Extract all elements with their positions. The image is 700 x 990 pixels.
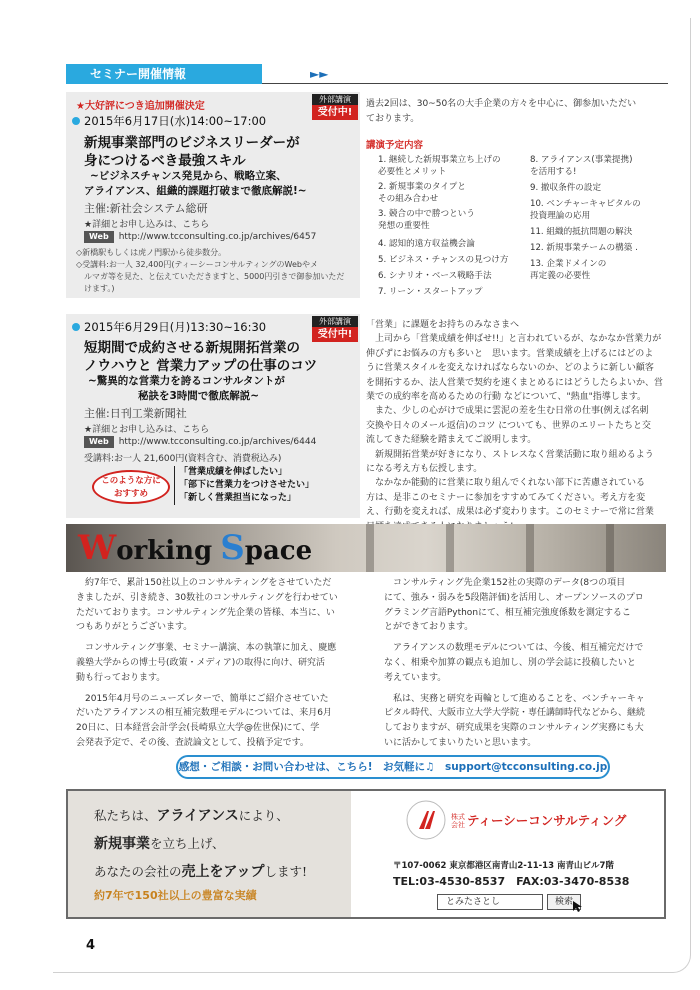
agenda-item: 5. ビジネス・チャンスの見つけ方: [378, 255, 509, 265]
paragraph-line: 会発表予定で、その後、査読論文として、投稿予定です。: [76, 737, 309, 748]
paragraph-line: とができております。: [384, 622, 474, 633]
agenda-item: 必要性とメリット: [378, 167, 447, 177]
company-name: ティーシーコンサルティング: [467, 813, 627, 828]
paragraph-line: え、行動を変えれば、成果は必ず変わります。このセミナーで常に営業: [366, 507, 654, 518]
agenda-item: 13. 企業ドメインの: [530, 259, 607, 269]
company-prefix: 株式会社: [451, 813, 465, 829]
seminar1-headline: ★大好評につき追加開催決定: [76, 101, 205, 112]
company-logo-icon: [405, 799, 447, 841]
agenda-heading: 講演予定内容: [366, 140, 424, 151]
ad-company-panel: [351, 791, 664, 917]
paragraph-line: 2015年4月号のニューズレターで、簡単にご紹介させていた: [76, 693, 329, 704]
paragraph-line: 伸びずにお悩みの方も多いと 思います。営業成績を上げるにはどのよ: [366, 348, 654, 359]
paragraph-line: 20日に、日本経営会計学会(長崎県立大学@佐世保)にて、学: [76, 723, 320, 734]
ad-text: あなたの会社の: [94, 864, 182, 879]
agenda-item: 11. 組織的抵抗問題の解決: [530, 227, 633, 237]
arrow-icon: ►►: [310, 67, 329, 81]
recommend-oval-line2: おすすめ: [113, 489, 149, 499]
seminar1-fee: ◇受講料:お一人 32,400円(ティーシーコンサルティングのWebやメ: [76, 260, 318, 269]
seminar2-host: 主催:日刊工業新聞社: [84, 407, 187, 420]
ws-pace: pace: [244, 536, 313, 566]
external-lecture-label: 外部講演: [312, 316, 358, 327]
paragraph-line: 新規開拓営業が好きになり、ストレスなく営業活動に取り組めるよう: [366, 449, 654, 460]
seminar1-sub-2: アライアンス、組織的課題打破まで徹底解説!~: [84, 185, 307, 197]
agenda-list-right: [530, 154, 641, 282]
seminar1-date: [72, 113, 266, 129]
agenda-item: 再定義の必要性: [530, 271, 591, 281]
paragraph-line: つもありがとうございます。: [76, 622, 193, 633]
accepting-label: 受付中!: [312, 327, 358, 342]
working-space-title: [78, 528, 312, 571]
company-address: 〒107-0062 東京都港区南青山2-11-13 南青山ビル7階: [393, 861, 614, 871]
agenda-item: 発想の重要性: [378, 221, 430, 231]
paragraph-line: 業での成約率を高めるための行動 などについて、"熱血"指導します。: [366, 392, 647, 403]
seminar1-sub-1: ~ビジネスチャンス発見から、戦略立案、: [90, 170, 287, 182]
seminar1-fee-3: けます。): [84, 284, 115, 293]
seminar1-title-2: 身につけるべき最強スキル: [84, 153, 246, 169]
agenda-item: 投資理論の応用: [530, 211, 591, 221]
section-header: [66, 64, 668, 84]
paragraph-line: きましたが、引き続き、30数社のコンサルティングを行わせてい: [76, 592, 338, 603]
paragraph-line: なく、相乗や加算の観点も追加し、別の学会誌に投稿したいと: [384, 657, 636, 668]
paragraph-line: になる考え方も伝授します。: [366, 464, 483, 475]
seminar2-description: [366, 318, 663, 534]
banner-column: [606, 524, 614, 572]
banner-column: [526, 524, 534, 572]
ws-letter-s: S: [220, 528, 245, 568]
seminar1-details: ★詳細とお申し込みは、こちら: [84, 220, 210, 230]
ad-line-1: [94, 805, 289, 825]
ad-line-3: [94, 861, 307, 881]
target-list: [174, 466, 314, 505]
paragraph-line: うに営業スタイルを変えなければならないのか、どのように新しい顧客: [366, 363, 654, 374]
paragraph-line: グラミング言語Pythonにて、相互補完強度係数を測定するこ: [384, 607, 631, 618]
seminar2-date-text: 2015年6月29日(月)13:30~16:30: [84, 320, 267, 334]
ad-slogan-panel: [68, 791, 351, 917]
company-ad: [66, 789, 666, 919]
seminar1-intro-1: 過去2回は、30~50名の大手企業の方々を中心に、御参加いただい: [366, 99, 637, 109]
ad-text-bold: 売上をアップ: [181, 864, 265, 880]
web-badge: Web: [84, 436, 114, 448]
paragraph-line: 方は、是非このセミナーに参加をすすめてみてください。考え方を変: [366, 492, 646, 503]
paragraph-line: を開拓するか、法人営業で契約を速くまとめるにはどうしたらよいか、営: [366, 377, 664, 388]
agenda-item: 7. リーン・スタートアップ: [378, 287, 483, 297]
agenda-item: 6. シナリオ・ベース戦略手法: [378, 271, 492, 281]
paragraph-line: にて、強み・弱みを5段階評価)を活用し、オープンソースのプロ: [384, 592, 644, 603]
ad-text-bold: アライアンス: [156, 808, 239, 824]
ad-line-2: [94, 833, 225, 853]
target-item: 「営業成績を伸ばしたい」: [179, 467, 288, 477]
seminar2-title-1: 短期間で成約させる新規開拓営業の: [84, 340, 300, 356]
paragraph-line: だいたアライアンスの相互補完数理モデルについては、来月6月: [76, 708, 332, 719]
recommend-oval-line1: このような方に: [101, 476, 161, 486]
paragraph-line: アライアンスの数理モデルについては、今後、相互補完だけで: [384, 643, 644, 654]
cursor-icon: [573, 901, 583, 913]
seminar1-badge: [312, 94, 358, 120]
search-button[interactable]: 検索: [547, 894, 581, 910]
paragraph-line: ただいております。コンサルティング先企業の皆様、本当に、い: [76, 607, 335, 618]
seminar2-date: [72, 319, 266, 335]
agenda-item: 10. ベンチャーキャピタルの: [530, 199, 641, 209]
seminar1-fee-2: ルマガ等を見た、と伝えていただきますと、5000円引きで御参加いただ: [84, 272, 345, 281]
seminar1-web-row: [84, 231, 316, 243]
seminar1-access: ◇新橋駅もしくは虎ノ門駅から徒歩数分。: [76, 248, 227, 257]
seminar1-box: [66, 92, 360, 298]
seminar2-sub-1: ~驚異的な営業力を誇るコンサルタントが: [88, 375, 285, 387]
accepting-label: 受付中!: [312, 105, 358, 120]
ad-text: します!: [264, 864, 308, 879]
paragraph-line: また、少しの心がけで成果に雲泥の差を生む日常の仕事(例えば名刺: [366, 406, 649, 417]
paragraph-line: 交換や日々のメール返信)のコツ についても、世界のエリートたちと交: [366, 420, 652, 431]
seminar2-title-2: ノウハウと 営業力アップの仕事のコツ: [84, 358, 318, 374]
target-item: 「新しく営業担当になった」: [179, 493, 297, 503]
article-column-left: [76, 576, 338, 751]
seminar2-badge: [312, 316, 358, 342]
banner-column: [446, 524, 454, 572]
seminar1-title-1: 新規事業部門のビジネスリーダーが: [84, 135, 300, 151]
agenda-list-left: [378, 154, 508, 298]
paragraph-line: コンサルティング先企業152社の実際のデータ(8つの項目: [384, 578, 626, 588]
ad-text: 私たちは、: [94, 808, 157, 823]
seminar2-box: [66, 314, 360, 518]
bullet-icon: [72, 117, 80, 125]
agenda-item: 12. 新規事業チームの構築 .: [530, 243, 638, 253]
section-title: セミナー開催情報: [66, 64, 262, 84]
ad-track-record: 約7年で150社以上の豊富な実績: [94, 889, 257, 902]
paragraph-line: 約7年で、累計150社以上のコンサルティングをさせていただ: [76, 578, 332, 588]
paragraph-line: 流してきた経験を踏まえてご説明します。: [366, 435, 537, 446]
seminar2-web-row: [84, 436, 316, 448]
agenda-item: 2. 新規事業のタイプと: [378, 182, 466, 192]
agenda-item: その組み合わせ: [378, 194, 439, 204]
agenda-item: 1. 継続した新規事業立ち上げの: [378, 155, 501, 165]
seminar2-details: ★詳細とお申し込みは、こちら: [84, 425, 210, 435]
company-phone: TEL:03-4530-8537 FAX:03-3470-8538: [393, 875, 630, 888]
paragraph-line: 義塾大学からの博士号(政策・メディア)の取得に向け、研究活: [76, 657, 325, 668]
agenda-item: 4. 認知的遠方収益機会論: [378, 239, 475, 249]
target-item: 「部下に営業力をつけさせたい」: [179, 480, 315, 490]
paragraph-line: 私は、実務と研究を両輪として進めることを、ベンチャーキャ: [384, 693, 645, 704]
seminar1-host: 主催:新社会システム総研: [84, 202, 208, 215]
contact-banner[interactable]: 感想・ご相談・お問い合わせは、こちら! お気軽に♫ support@tcconsulting.co.jp: [176, 755, 610, 779]
page-number: 4: [86, 938, 96, 953]
ws-letter-w: W: [78, 528, 117, 568]
external-lecture-label: 外部講演: [312, 94, 358, 105]
web-badge: Web: [84, 231, 114, 243]
paragraph-line: 動も行っております。: [76, 672, 166, 683]
paragraph-line: なかなか能動的に営業に取り組んでくれない部下に苦慮されている: [366, 478, 646, 489]
seminar1-date-text: 2015年6月17日(水)14:00~17:00: [84, 114, 267, 128]
recommend-oval: [92, 470, 170, 504]
agenda-item: 9. 撤収条件の設定: [530, 183, 602, 193]
ad-text-bold: 新規事業: [94, 836, 150, 852]
seminar1-intro-2: ております。: [366, 114, 420, 124]
seminar2-sub-2: 秘訣を3時間で徹底解説~: [138, 390, 260, 402]
seminar2-fee: 受講料:お一人 21,600円(資料含む、消費税込み): [84, 454, 282, 464]
paragraph-line: ピタル時代、大阪市立大学大学院・専任講師時代などから、継続: [384, 708, 646, 719]
paragraph-line: コンサルティング事業、セミナー講演、本の執筆に加え、慶應: [76, 643, 337, 654]
ad-text: により、: [238, 808, 289, 823]
search-input[interactable]: とみたさとし: [437, 894, 543, 910]
paragraph-line: 「営業」に課題をお持ちのみなさまへ: [366, 320, 520, 330]
paragraph-line: 上司から「営業成績を伸ばせ!!」と言われているが、なかなか営業力が: [366, 334, 662, 345]
seminar1-url[interactable]: http://www.tcconsulting.co.jp/archives/6457: [118, 232, 317, 242]
article-column-right: [384, 576, 645, 751]
banner-column: [366, 524, 374, 572]
agenda-item: 3. 競合の中で勝つという: [378, 209, 475, 219]
ws-orking: orking: [116, 536, 213, 566]
working-space-banner: [66, 524, 666, 572]
paragraph-line: 考えています。: [384, 672, 447, 683]
bullet-icon: [72, 323, 80, 331]
agenda-item: 8. アライアンス(事業提携): [530, 155, 633, 165]
paragraph-line: いに活かしてまいりたいと思います。: [384, 737, 537, 748]
agenda-item: を活用する!: [530, 167, 577, 177]
paragraph-line: しておりますが、研究成果を実際のコンサルティング実務にも大: [384, 723, 644, 734]
seminar2-url[interactable]: http://www.tcconsulting.co.jp/archives/6444: [118, 437, 317, 447]
ad-text: を立ち上げ、: [150, 836, 225, 851]
